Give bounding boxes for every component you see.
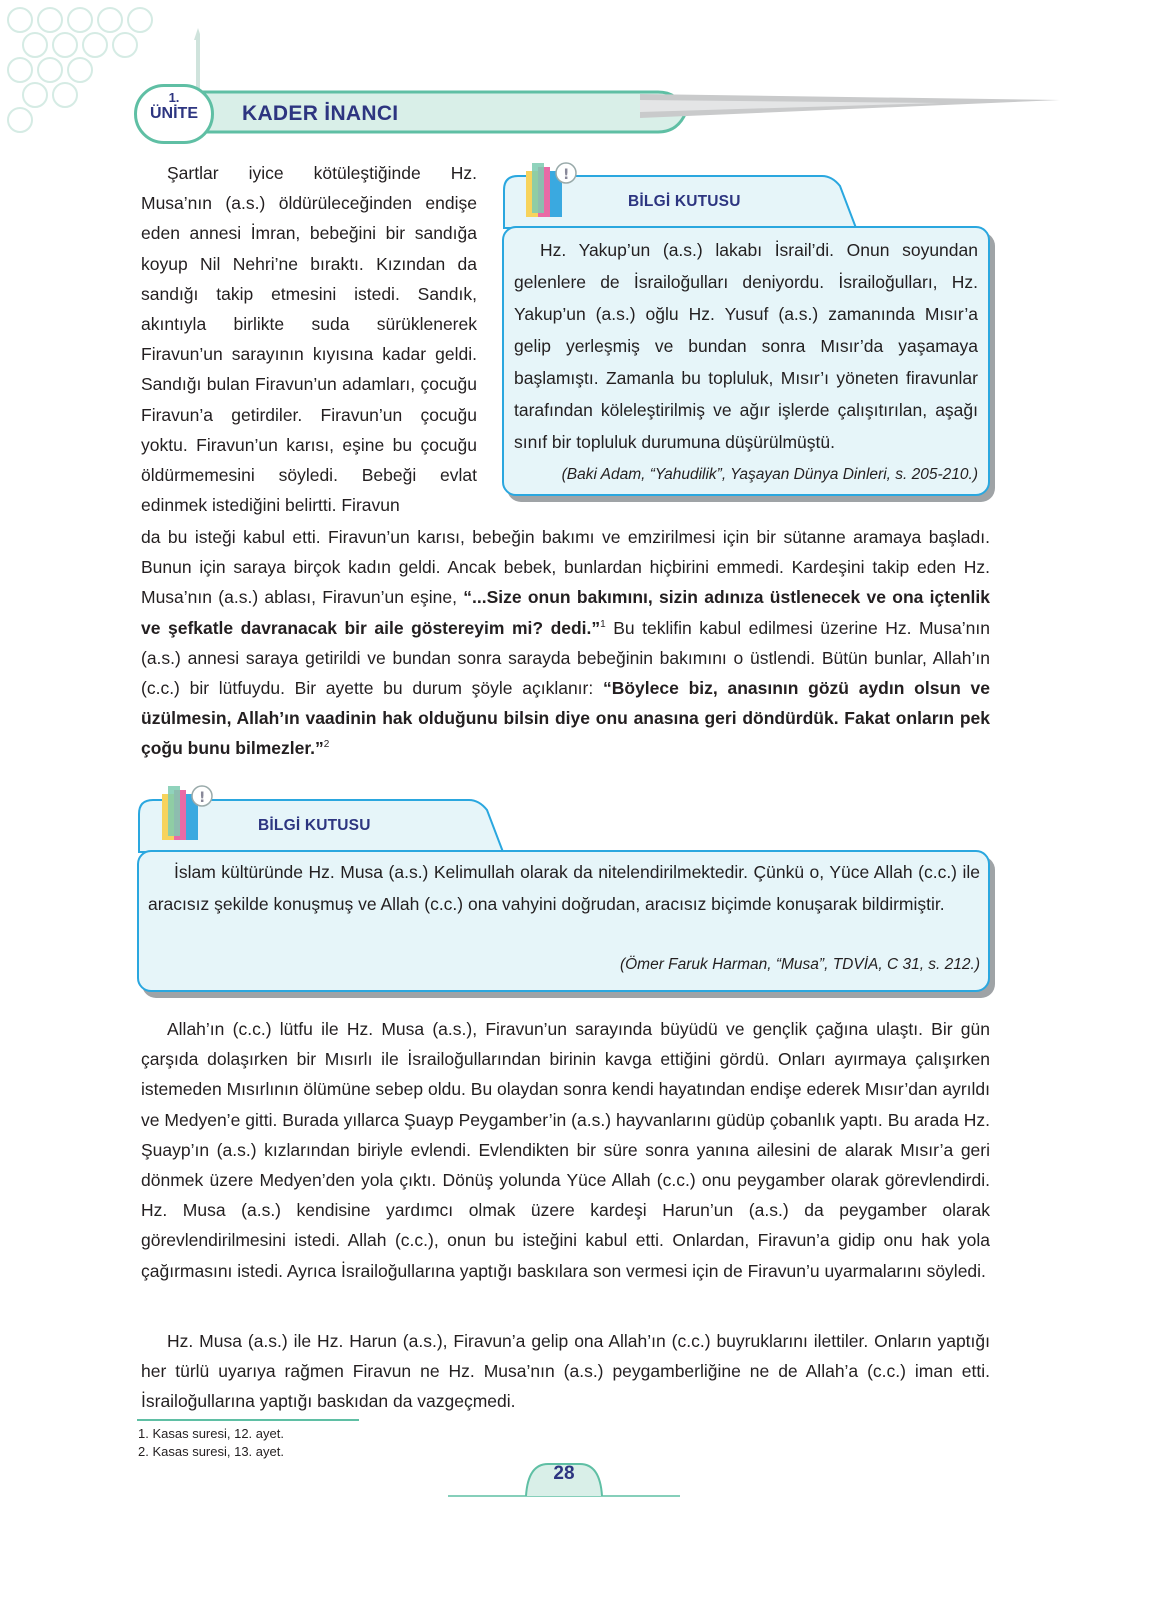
- svg-text:!: !: [563, 167, 570, 183]
- svg-text:!: !: [199, 790, 206, 806]
- footnote-ref-2[interactable]: 2: [323, 739, 330, 751]
- header-streak-decoration: [640, 92, 1060, 122]
- unit-label: ÜNİTE: [150, 105, 198, 122]
- paragraph-4: Hz. Musa (a.s.) ile Hz. Harun (a.s.), Firavun’a gelip ona Allah’ın (c.c.) buyruklarını ilettiler. Onların yaptığı her türlü uyarıya rağmen Firavun ne Hz. Musa’nın (a.s.) peygamberliğine ne de Allah’a (c.c.) iman etti. İsrailoğullarına yaptığı baskıdan da vazgeçmedi.: [141, 1331, 990, 1412]
- info-box-2-title: BİLGİ KUTUSU: [258, 817, 371, 834]
- info-box-1-source: (Baki Adam, “Yahudilik”, Yaşayan Dünya Dinleri, s. 205-210.): [561, 466, 978, 483]
- paragraph-1-text-b: Bu teklifin kabul edilmesi üzerine Hz. Musa’nın (a.s.) annesi saraya getirildi ve bundan sonra sarayda bebeğinin bakımını o üstlendi. Bütün bunlar, Allah’ın (c.c.) bir lütfuydu. Bir ayette bu durum şöyle açıklanır:: [141, 617, 990, 699]
- paragraph-1-left-column: Şartlar iyice kötüleştiğinde Hz. Musa’nın (a.s.) öldürüleceğinden endişe eden annesi İmran, bebeğini bir sandığa koyup Nil Nehri’ne bıraktı. Kızından da sandığı takip etmesini istedi. Sandık, akıntıyla birlikte suda sürüklenerek Firavun’un sarayının kıyısına kadar geldi. Sandığı bulan Firavun’un adamları, çocuğu Firavun’a getirdiler. Firavun’un çocuğu yoktu. Firavun’un karısı, eşine bu çocuğu öldürmemesini söyledi. Bebeği evlat edinmek istediğini belirtti. Firavun: [141, 163, 477, 516]
- header-band: [138, 88, 698, 136]
- info-box-1-title: BİLGİ KUTUSU: [628, 193, 741, 210]
- info-box-1-text: Hz. Yakup’un (a.s.) lakabı İsrail’di. Onun soyundan gelenlere de İsrailoğulları deniyordu. İsrailoğulları, Hz. Yakup’un (a.s.) oğlu Hz. Yusuf (a.s.) zamanında Mısır’a gelip yerleşmiş ve bundan sonra Mısır’da yaşamaya başlamıştı. Zamanla bu topluluk, Mısır’ı yöneten firavunlar tarafından köleleştirilmiş ve ağır işlerde çalışıtırılan, aşağı sınıf bir topluluk durumuna düşürülmüştü.: [514, 240, 978, 452]
- page-number: 28: [553, 1463, 575, 1484]
- paragraph-3: Allah’ın (c.c.) lütfu ile Hz. Musa (a.s.), Firavun’un sarayında büyüdü ve gençlik çağına ulaştı. Bir gün çarşıda dolaşırken bir Mısırlı ile İsrailoğullarından birinin kavga ettiğini gördü. Onları ayırmaya çalışırken istemeden Mısırlının ölümüne sebep oldu. Bu olaydan sonra kendi hayatından endişe ederek Mısır’dan ayrıldı ve Medyen’e gitti. Burada yıllarca Şuayp Peygamber’in (a.s.) hayvanlarını güdüp çobanlık yaptı. Bu arada Hz. Şuayp’ın (a.s.) kızlarından biriyle evlendi. Evlendikten bir süre sonra yanına ailesini de alarak Mısır’a geri dönmek üzere Medyen’den yola çıktı. Dönüş yolunda Yüce Allah (c.c.) onu peygamber olarak görevlendirdi. Hz. Musa (a.s.) kendisine yardımcı olmak üzere kardeşi Harun’un (a.s.) da peygamber olarak görevlendirilmesini istedi. Allah (c.c.), onun bu isteğini kabul etti. Onlardan, Firavun’a gidip onu hak yola çağırmasını istedi. Ayrıca İsrailoğullarına yaptığı baskılara son vermesi için de Firavun’u uyarmalarını söyledi.: [141, 1019, 990, 1281]
- footnote-ref-1[interactable]: 1: [600, 618, 606, 630]
- books-icon: [156, 776, 216, 846]
- footnote-divider: [137, 1419, 359, 1421]
- quote-2: “Böylece biz, anasının gözü aydın olsun ve üzülmesin, Allah’ın vaadinin hak olduğunu bilsin diye onu anasına geri döndürdük. Fakat onların pek çoğu bunu bilmezler.”: [141, 678, 990, 759]
- quote-1: “...Size onun bakımını, sizin adınıza üstlenecek ve ona içtenlik ve şefkatle davranacak bir aile göstereyim mi? dedi.”: [141, 587, 990, 638]
- paragraph-1-continuation: [141, 522, 990, 764]
- books-icon: [520, 153, 580, 223]
- unit-number: 1.: [168, 90, 180, 105]
- unit-badge: [134, 84, 214, 144]
- footnote-1: 1. Kasas suresi, 12. ayet.: [138, 1426, 284, 1441]
- paragraph-1-text-a: da bu isteği kabul etti. Firavun’un karısı, bebeğin bakımı ve emzirilmesi için bir sütanne aramaya başladı. Bunun için saraya birçok kadın geldi. Ancak bebek, bunlardan hiçbirini emmedi. Kardeşini takip eden Hz. Musa’nın (a.s.) ablası, Firavun’un eşine,: [141, 527, 990, 608]
- footnote-2: 2. Kasas suresi, 13. ayet.: [138, 1444, 284, 1459]
- unit-title: KADER İNANCI: [242, 102, 399, 125]
- info-box-2-source: (Ömer Faruk Harman, “Musa”, TDVİA, C 31, s. 212.): [619, 956, 980, 973]
- info-box-2-text: İslam kültüründe Hz. Musa (a.s.) Kelimullah olarak da nitelendirilmektedir. Çünkü o, Yüce Allah (c.c.) ile aracısız şekilde konuşmuş ve Allah (c.c.) ona vahyini doğrudan, aracısız biçimde konuşarak bildirmiştir.: [148, 862, 980, 914]
